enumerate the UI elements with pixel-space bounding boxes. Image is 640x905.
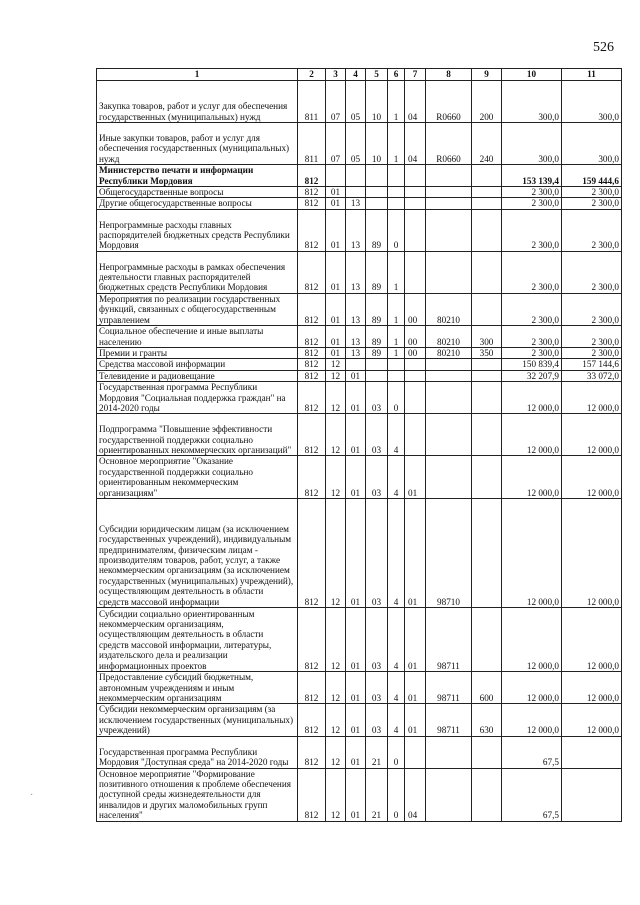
table-header-row bbox=[97, 69, 622, 81]
code-cell: 12 bbox=[326, 736, 346, 768]
code-cell: 01 bbox=[405, 608, 426, 672]
table-row bbox=[97, 608, 622, 672]
code-cell: 01 bbox=[346, 672, 366, 704]
code-cell: 80210 bbox=[426, 293, 472, 325]
code-cell: R0660 bbox=[426, 81, 472, 123]
row-name-cell: Субсидии некоммерческим организациям (за исключением государственных (муниципальных) учреждений) bbox=[97, 704, 298, 736]
code-cell bbox=[366, 370, 388, 381]
amount-cell: 12 000,0 bbox=[502, 672, 562, 704]
amount-cell: 12 000,0 bbox=[562, 382, 622, 414]
table-row bbox=[97, 348, 622, 359]
code-cell: 1 bbox=[388, 123, 405, 165]
row-name-cell: Мероприятия по реализации государственных функций, связанных с общегосударственным управлением bbox=[97, 293, 298, 325]
code-cell bbox=[426, 251, 472, 293]
code-cell bbox=[405, 382, 426, 414]
code-cell bbox=[388, 359, 405, 370]
code-cell bbox=[405, 370, 426, 381]
code-cell: 812 bbox=[298, 382, 326, 414]
row-name-cell: Непрограммные расходы главных распорядителей бюджетных средств Республики Мордовия bbox=[97, 209, 298, 251]
table-row bbox=[97, 456, 622, 499]
code-cell: 01 bbox=[346, 768, 366, 821]
code-cell: 01 bbox=[326, 198, 346, 209]
code-cell: 01 bbox=[326, 293, 346, 325]
amount-cell bbox=[562, 736, 622, 768]
code-cell: 4 bbox=[388, 414, 405, 456]
code-cell bbox=[472, 187, 502, 198]
code-cell: 812 bbox=[298, 456, 326, 499]
code-cell bbox=[405, 251, 426, 293]
amount-cell bbox=[562, 768, 622, 821]
code-cell: 89 bbox=[366, 293, 388, 325]
code-cell: 01 bbox=[326, 187, 346, 198]
code-cell: 1 bbox=[388, 81, 405, 123]
row-name-cell: Государственная программа Республики Мордовия "Социальная поддержка граждан" на 2014-2020 годы bbox=[97, 382, 298, 414]
code-cell bbox=[472, 293, 502, 325]
code-cell bbox=[366, 187, 388, 198]
code-cell: 89 bbox=[366, 251, 388, 293]
code-cell: 12 bbox=[326, 382, 346, 414]
code-cell: 0 bbox=[388, 768, 405, 821]
code-cell: 12 bbox=[326, 704, 346, 736]
code-cell bbox=[472, 209, 502, 251]
row-name-cell: Подпрограмма "Повышение эффективности государственной поддержки социально ориентированных некоммерческих организаций" bbox=[97, 414, 298, 456]
code-cell: 350 bbox=[472, 348, 502, 359]
amount-cell: 2 300,0 bbox=[562, 348, 622, 359]
column-header: 10 bbox=[502, 69, 562, 81]
amount-cell: 2 300,0 bbox=[502, 187, 562, 198]
table-row bbox=[97, 123, 622, 165]
table-row bbox=[97, 359, 622, 370]
code-cell: 13 bbox=[346, 326, 366, 348]
code-cell: 12 bbox=[326, 370, 346, 381]
column-header: 1 bbox=[97, 69, 298, 81]
code-cell: 03 bbox=[366, 456, 388, 499]
amount-cell: 2 300,0 bbox=[502, 209, 562, 251]
code-cell bbox=[405, 736, 426, 768]
code-cell: 300 bbox=[472, 326, 502, 348]
code-cell: 01 bbox=[405, 704, 426, 736]
table-row bbox=[97, 768, 622, 821]
code-cell bbox=[388, 165, 405, 187]
table-row bbox=[97, 198, 622, 209]
row-name-cell: Средства массовой информации bbox=[97, 359, 298, 370]
amount-cell: 2 300,0 bbox=[562, 198, 622, 209]
code-cell: 03 bbox=[366, 672, 388, 704]
code-cell: 12 bbox=[326, 359, 346, 370]
code-cell: 04 bbox=[405, 768, 426, 821]
table-row bbox=[97, 704, 622, 736]
code-cell: 4 bbox=[388, 704, 405, 736]
code-cell: 01 bbox=[346, 608, 366, 672]
column-header: 3 bbox=[326, 69, 346, 81]
code-cell bbox=[472, 198, 502, 209]
code-cell: 0 bbox=[388, 382, 405, 414]
amount-cell: 12 000,0 bbox=[502, 414, 562, 456]
code-cell bbox=[472, 456, 502, 499]
code-cell: 13 bbox=[346, 209, 366, 251]
code-cell: 03 bbox=[366, 382, 388, 414]
code-cell: 12 bbox=[326, 672, 346, 704]
code-cell: 07 bbox=[326, 81, 346, 123]
code-cell: 04 bbox=[405, 123, 426, 165]
row-name-cell: Основное мероприятие "Оказание государственной поддержки социально ориентированным некоммерческим организациям" bbox=[97, 456, 298, 499]
code-cell: 21 bbox=[366, 736, 388, 768]
code-cell: 0 bbox=[388, 736, 405, 768]
code-cell: 12 bbox=[326, 456, 346, 499]
amount-cell: 2 300,0 bbox=[502, 251, 562, 293]
row-name-cell: Субсидии социально ориентированным некоммерческим организациям, осуществляющим деятельность в области средств массовой информации, литературы, издательского дела и реализации информационных проектов bbox=[97, 608, 298, 672]
table-row bbox=[97, 209, 622, 251]
table-row bbox=[97, 326, 622, 348]
code-cell: 12 bbox=[326, 499, 346, 608]
table-row bbox=[97, 81, 622, 123]
code-cell: 812 bbox=[298, 326, 326, 348]
code-cell: 98711 bbox=[426, 672, 472, 704]
code-cell: 12 bbox=[326, 608, 346, 672]
code-cell bbox=[405, 359, 426, 370]
row-name-cell: Социальное обеспечение и иные выплаты населению bbox=[97, 326, 298, 348]
amount-cell: 300,0 bbox=[502, 123, 562, 165]
amount-cell: 300,0 bbox=[502, 81, 562, 123]
code-cell bbox=[472, 382, 502, 414]
code-cell: 10 bbox=[366, 123, 388, 165]
code-cell bbox=[366, 165, 388, 187]
amount-cell: 300,0 bbox=[562, 81, 622, 123]
row-name-cell: Премии и гранты bbox=[97, 348, 298, 359]
code-cell: 01 bbox=[326, 209, 346, 251]
row-name-cell: Субсидии юридическим лицам (за исключением государственных учреждений), индивидуальным предпринимателям, физическим лицам - производителям товаров, работ, услуг, а также некоммерческим организациям (за исключением государственных (муниципальных) учреждений), осуществляющим деятельность в области средств массовой информации bbox=[97, 499, 298, 608]
amount-cell: 67,5 bbox=[502, 768, 562, 821]
code-cell bbox=[426, 359, 472, 370]
row-name-cell: Предоставление субсидий бюджетным, автономным учреждениям и иным некоммерческим организациям bbox=[97, 672, 298, 704]
code-cell: 80210 bbox=[426, 348, 472, 359]
code-cell: R0660 bbox=[426, 123, 472, 165]
column-header: 6 bbox=[388, 69, 405, 81]
column-header: 5 bbox=[366, 69, 388, 81]
code-cell bbox=[426, 165, 472, 187]
code-cell: 03 bbox=[366, 704, 388, 736]
code-cell: 1 bbox=[388, 293, 405, 325]
code-cell: 01 bbox=[405, 456, 426, 499]
amount-cell: 12 000,0 bbox=[502, 704, 562, 736]
code-cell bbox=[405, 209, 426, 251]
code-cell bbox=[472, 359, 502, 370]
code-cell: 01 bbox=[405, 672, 426, 704]
amount-cell: 2 300,0 bbox=[502, 348, 562, 359]
amount-cell: 150 839,4 bbox=[502, 359, 562, 370]
row-name-cell: Закупка товаров, работ и услуг для обеспечения государственных (муниципальных) нужд bbox=[97, 81, 298, 123]
code-cell bbox=[346, 165, 366, 187]
amount-cell: 12 000,0 bbox=[562, 499, 622, 608]
code-cell: 01 bbox=[326, 326, 346, 348]
code-cell: 4 bbox=[388, 456, 405, 499]
table-row bbox=[97, 736, 622, 768]
code-cell: 01 bbox=[346, 382, 366, 414]
row-name-cell: Государственная программа Республики Мордовия "Доступная среда" на 2014-2020 годы bbox=[97, 736, 298, 768]
code-cell: 01 bbox=[405, 499, 426, 608]
code-cell: 05 bbox=[346, 81, 366, 123]
code-cell: 812 bbox=[298, 187, 326, 198]
code-cell: 80210 bbox=[426, 326, 472, 348]
code-cell bbox=[472, 414, 502, 456]
code-cell: 13 bbox=[346, 293, 366, 325]
code-cell: 04 bbox=[405, 81, 426, 123]
amount-cell: 12 000,0 bbox=[502, 608, 562, 672]
code-cell: 01 bbox=[346, 736, 366, 768]
code-cell bbox=[472, 736, 502, 768]
code-cell: 01 bbox=[346, 499, 366, 608]
amount-cell: 300,0 bbox=[562, 123, 622, 165]
code-cell: 00 bbox=[405, 326, 426, 348]
amount-cell: 33 072,0 bbox=[562, 370, 622, 381]
code-cell bbox=[326, 165, 346, 187]
code-cell bbox=[346, 187, 366, 198]
code-cell: 01 bbox=[326, 251, 346, 293]
margin-mark: · bbox=[30, 790, 34, 801]
code-cell: 10 bbox=[366, 81, 388, 123]
code-cell: 811 bbox=[298, 81, 326, 123]
amount-cell: 2 300,0 bbox=[502, 293, 562, 325]
code-cell: 03 bbox=[366, 499, 388, 608]
code-cell bbox=[405, 198, 426, 209]
code-cell bbox=[405, 165, 426, 187]
code-cell: 4 bbox=[388, 499, 405, 608]
code-cell: 812 bbox=[298, 608, 326, 672]
code-cell: 812 bbox=[298, 768, 326, 821]
table-row bbox=[97, 370, 622, 381]
code-cell: 01 bbox=[346, 456, 366, 499]
code-cell: 12 bbox=[326, 414, 346, 456]
column-header: 7 bbox=[405, 69, 426, 81]
code-cell bbox=[426, 414, 472, 456]
code-cell: 812 bbox=[298, 704, 326, 736]
code-cell: 1 bbox=[388, 251, 405, 293]
table-row bbox=[97, 187, 622, 198]
code-cell: 21 bbox=[366, 768, 388, 821]
code-cell bbox=[472, 499, 502, 608]
amount-cell: 12 000,0 bbox=[502, 456, 562, 499]
amount-cell: 12 000,0 bbox=[562, 456, 622, 499]
code-cell bbox=[388, 370, 405, 381]
code-cell: 600 bbox=[472, 672, 502, 704]
code-cell bbox=[388, 187, 405, 198]
amount-cell: 2 300,0 bbox=[562, 326, 622, 348]
amount-cell: 12 000,0 bbox=[562, 608, 622, 672]
row-name-cell: Непрограммные расходы в рамках обеспечения деятельности главных распорядителей бюджетных средств Республики Мордовия bbox=[97, 251, 298, 293]
code-cell bbox=[426, 198, 472, 209]
amount-cell: 153 139,4 bbox=[502, 165, 562, 187]
code-cell: 00 bbox=[405, 348, 426, 359]
amount-cell: 12 000,0 bbox=[502, 499, 562, 608]
code-cell bbox=[405, 187, 426, 198]
amount-cell: 159 444,6 bbox=[562, 165, 622, 187]
table-row bbox=[97, 414, 622, 456]
code-cell bbox=[472, 165, 502, 187]
code-cell: 812 bbox=[298, 251, 326, 293]
code-cell: 811 bbox=[298, 123, 326, 165]
code-cell: 89 bbox=[366, 348, 388, 359]
table-row bbox=[97, 672, 622, 704]
code-cell: 812 bbox=[298, 165, 326, 187]
code-cell bbox=[405, 414, 426, 456]
code-cell: 03 bbox=[366, 414, 388, 456]
code-cell: 812 bbox=[298, 414, 326, 456]
code-cell: 01 bbox=[346, 370, 366, 381]
amount-cell: 12 000,0 bbox=[562, 414, 622, 456]
code-cell: 89 bbox=[366, 209, 388, 251]
column-header: 8 bbox=[426, 69, 472, 81]
code-cell: 812 bbox=[298, 198, 326, 209]
code-cell: 200 bbox=[472, 81, 502, 123]
budget-table bbox=[96, 68, 622, 822]
column-header: 9 bbox=[472, 69, 502, 81]
code-cell bbox=[426, 382, 472, 414]
code-cell bbox=[366, 359, 388, 370]
code-cell bbox=[472, 251, 502, 293]
page-number: 526 bbox=[593, 40, 614, 55]
code-cell: 00 bbox=[405, 293, 426, 325]
table-row bbox=[97, 165, 622, 187]
code-cell: 812 bbox=[298, 359, 326, 370]
code-cell: 812 bbox=[298, 672, 326, 704]
code-cell bbox=[472, 768, 502, 821]
code-cell: 89 bbox=[366, 326, 388, 348]
code-cell: 812 bbox=[298, 348, 326, 359]
code-cell bbox=[426, 370, 472, 381]
code-cell: 98710 bbox=[426, 499, 472, 608]
code-cell: 13 bbox=[346, 348, 366, 359]
code-cell: 4 bbox=[388, 672, 405, 704]
amount-cell: 12 000,0 bbox=[562, 672, 622, 704]
code-cell: 4 bbox=[388, 608, 405, 672]
code-cell: 630 bbox=[472, 704, 502, 736]
table-row bbox=[97, 251, 622, 293]
code-cell: 0 bbox=[388, 209, 405, 251]
code-cell: 12 bbox=[326, 768, 346, 821]
code-cell: 13 bbox=[346, 198, 366, 209]
code-cell: 1 bbox=[388, 326, 405, 348]
amount-cell: 2 300,0 bbox=[562, 251, 622, 293]
code-cell bbox=[426, 209, 472, 251]
code-cell bbox=[366, 198, 388, 209]
code-cell bbox=[426, 456, 472, 499]
code-cell: 98711 bbox=[426, 608, 472, 672]
amount-cell: 157 144,6 bbox=[562, 359, 622, 370]
code-cell: 01 bbox=[326, 348, 346, 359]
code-cell: 812 bbox=[298, 370, 326, 381]
code-cell: 03 bbox=[366, 608, 388, 672]
code-cell bbox=[388, 198, 405, 209]
amount-cell: 67,5 bbox=[502, 736, 562, 768]
row-name-cell: Общегосударственные вопросы bbox=[97, 187, 298, 198]
amount-cell: 2 300,0 bbox=[502, 198, 562, 209]
table-row bbox=[97, 382, 622, 414]
table-row bbox=[97, 293, 622, 325]
column-header: 2 bbox=[298, 69, 326, 81]
column-header: 4 bbox=[346, 69, 366, 81]
code-cell bbox=[472, 608, 502, 672]
code-cell: 240 bbox=[472, 123, 502, 165]
code-cell: 812 bbox=[298, 499, 326, 608]
code-cell: 01 bbox=[346, 414, 366, 456]
amount-cell: 2 300,0 bbox=[562, 293, 622, 325]
code-cell bbox=[426, 736, 472, 768]
amount-cell: 2 300,0 bbox=[562, 187, 622, 198]
code-cell: 13 bbox=[346, 251, 366, 293]
code-cell: 05 bbox=[346, 123, 366, 165]
amount-cell: 12 000,0 bbox=[562, 704, 622, 736]
code-cell: 812 bbox=[298, 209, 326, 251]
code-cell: 1 bbox=[388, 348, 405, 359]
code-cell: 01 bbox=[346, 704, 366, 736]
column-header: 11 bbox=[562, 69, 622, 81]
row-name-cell: Иные закупки товаров, работ и услуг для обеспечения государственных (муниципальных) нужд bbox=[97, 123, 298, 165]
code-cell: 98711 bbox=[426, 704, 472, 736]
amount-cell: 2 300,0 bbox=[502, 326, 562, 348]
row-name-cell: Другие общегосударственные вопросы bbox=[97, 198, 298, 209]
code-cell bbox=[346, 359, 366, 370]
code-cell: 812 bbox=[298, 293, 326, 325]
table-row bbox=[97, 499, 622, 608]
code-cell bbox=[426, 187, 472, 198]
code-cell bbox=[426, 768, 472, 821]
code-cell: 07 bbox=[326, 123, 346, 165]
amount-cell: 2 300,0 bbox=[562, 209, 622, 251]
code-cell: 812 bbox=[298, 736, 326, 768]
row-name-cell: Министерство печати и информации Республики Мордовия bbox=[97, 165, 298, 187]
row-name-cell: Телевидение и радиовещание bbox=[97, 370, 298, 381]
amount-cell: 12 000,0 bbox=[502, 382, 562, 414]
amount-cell: 32 207,9 bbox=[502, 370, 562, 381]
row-name-cell: Основное мероприятие "Формирование позитивного отношения к проблеме обеспечения доступной среды жизнедеятельности для инвалидов и других маломобильных групп населения" bbox=[97, 768, 298, 821]
code-cell bbox=[472, 370, 502, 381]
